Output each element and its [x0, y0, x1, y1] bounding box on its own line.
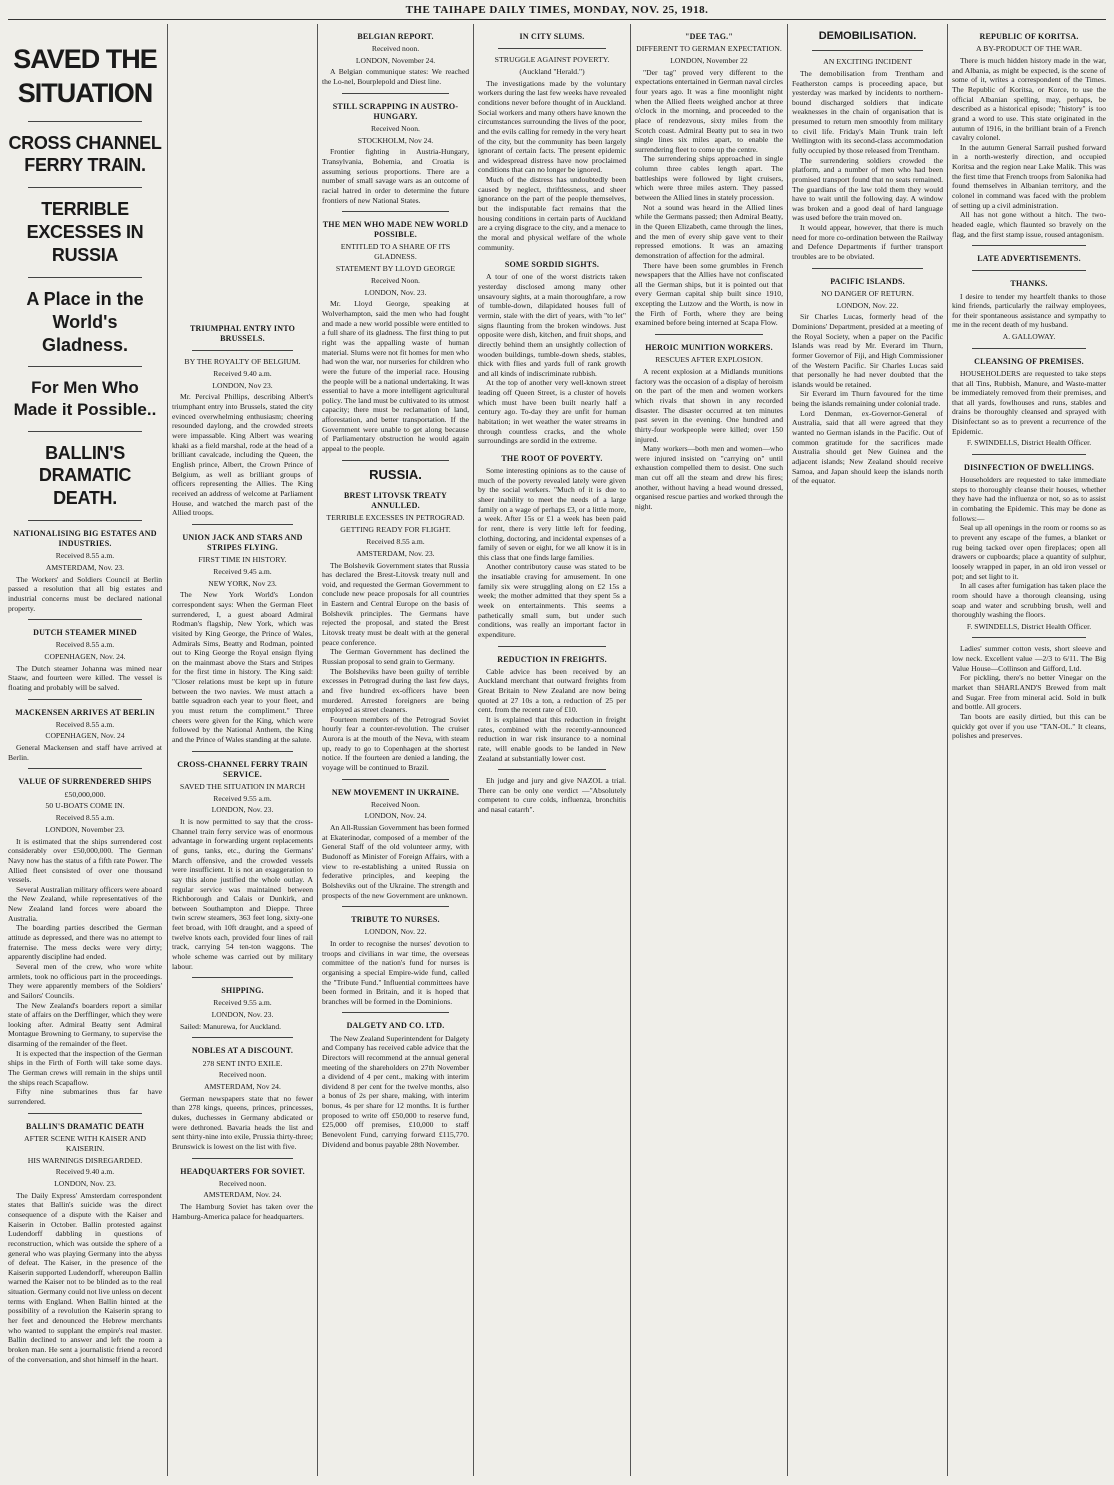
article-body: German newspapers state that no fewer than 278 kings, queens, princes, princesses, dukes, duchesses in Germany abdicated or were dethroned. Bavaria heads the list and sent thirty-nine into exile, Prussia thirty-three; Brunswick is lowest on the list with five.	[172, 1093, 313, 1151]
advertisement: Ladies' summer cotton vests, short sleeve and low neck. Excellent value —2/3 to 6/11. The Big Value House—Collinson and Gifford, Ltd.	[952, 644, 1106, 673]
dateline: LONDON, Nov. 22.	[836, 300, 899, 310]
article-paragraph: The Bolshevik Government states that Russia has declared the Brest-Litovsk treaty null and void, and requested the German Government to conclude new peace proposals for all countries in Eastern and Central Europe on the basis of Bolshevik principles. The Germans have rejected the proposal, and stated the Brest Litovsk treaty must be dealt with at the general peace conference.	[322, 560, 469, 647]
article-paragraph: The surrendering soldiers crowded the platform, and a number of men who had been promised transport found that no seats remained. The guardians of the law told them they would have to wait until the following day. A window was broken and a good deal of hard language was used before the train moved on.	[792, 155, 943, 223]
article-heading: HEROIC MUNITION WORKERS.	[645, 342, 773, 352]
article-paragraph: There have been some grumbles in French newspapers that the Allies have not confiscated all the German ships, but it is pointed out that every German capital ship built since 1910, excepting the Lutzow and the Worth, is now in the Firth of Forth, where they are being examined before being interned at Scapa Flow.	[635, 260, 783, 328]
separator	[28, 699, 142, 700]
separator	[28, 277, 142, 278]
article-heading: BREST LITOVSK TREATY ANNULLED.	[343, 491, 447, 511]
dateline: LONDON, Nov. 22.	[364, 927, 427, 937]
separator	[192, 1037, 293, 1038]
column-rule	[473, 24, 474, 1476]
dateline: STOCKHOLM, Nov 24.	[357, 135, 434, 145]
column-7	[952, 24, 1106, 1476]
dateline: LONDON, November 24.	[355, 55, 436, 65]
article-paragraph: Several men of the crew, who wore white armlets, took no officious part in the proceedings. They were apparently members of the Soldiers' and Sailors' Councils.	[8, 961, 162, 1000]
article-subheading: 278 SENT INTO EXILE.	[202, 1058, 283, 1068]
article-paragraph: Another contributory cause was stated to be the insatiable craving for amusement. In one family six were struggling along on £2 15s a week; the mother admitted that they spent 5s a week on entertainments. This seems a pathetically small sum, but under such conditions, was really an important factor in expenditure.	[478, 562, 626, 639]
notice-paragraph: Seal up all openings in the room or rooms so as to prevent any escape of the fumes, a blanket or rug being tacked over open fireplaces; open all drawers or cupboards; place a quantity of sulphur, loosely wrapped in paper, in an old iron vessel or pot; and set light to it.	[952, 523, 1106, 581]
article-body: A Belgian communique states: We reached the Lo-nel, Bourplepold and Diest line.	[322, 67, 469, 87]
article-heading: STILL SCRAPPING IN AUSTRO-HUNGARY.	[332, 101, 459, 121]
article-heading: UNION JACK AND STARS AND STRIPES FLYING.	[182, 532, 303, 552]
dateline: AMSTERDAM, Nov. 23.	[45, 563, 125, 573]
article-heading: DALGETY AND CO. LTD.	[346, 1021, 445, 1031]
notice-body: HOUSEHOLDERS are requested to take steps that all Tins, Rubbish, Manure, and Waste-matter be immediately removed from their premises, and that all yards, fowlhouses and runs, stables and drains be thoroughly cleansed and sprayed with Disinfectant so as to prevent a recurrence of the Epidemic.	[952, 368, 1106, 436]
separator	[28, 520, 142, 521]
article-paragraph: The Daily Express' Amsterdam correspondent states that Ballin's suicide was the direct consequence of a dispute with the Kaiser and Kaiserin in October. Ballin protested against Ludendorff dabbling in questions of reconstruction, which was outside the sphere of a general who was playing Germany into the abyss of defeat. The Kaiser, in the presence of the Kaiserin supported Ludendorff, whereupon Ballin warned the Kaiser not to be blinded as to the real situation. Germany could not live unless on decent terms with England. When Ballin hinted at the possibility of a revolution the Kaiserin sprang to her feet and denounced the Hebrew merchants who wanted to supplant the empire's real master. Ballin declined to answer and left the room a broken man. He sent a journalistic friend a record of the conversation, and shot himself in the heart.	[8, 1190, 162, 1364]
advertisement: Tan boots are easily dirtied, but this can be quickly got over if you use "TAN-OL." It cleans, polishes and preserves.	[952, 711, 1106, 741]
separator	[28, 366, 142, 367]
column-rule	[787, 24, 788, 1476]
headline-saved-situation: SAVED THE SITUATION	[13, 44, 157, 109]
article-paragraph: It is expected that the inspection of the German ships in the Firth of Forth will take some days. The German crews will remain in the ships until the ships reach Scapaflow.	[8, 1048, 162, 1087]
article-paragraph: The boarding parties described the German attitude as depressed, and there was no attempt to fraternise. The mess decks were very dirty; apparently discipline had ended.	[8, 923, 162, 962]
article-heading: TRIBUTE TO NURSES.	[351, 915, 440, 925]
article-paragraph: The German Government has declined the Russian proposal to send grain to Germany.	[322, 647, 469, 666]
received-time: Received 9.40 a.m.	[55, 1167, 115, 1177]
article-heading: PACIFIC ISLANDS.	[830, 276, 905, 286]
received-time: Received 9.45 a.m.	[213, 567, 272, 577]
separator	[342, 1012, 449, 1013]
article-paragraph: The investigations made by the voluntary workers during the last few weeks have revealed conditions never before thought of in Auckland. Social workers and many others have known the circumstances surrounding the lives of the poor, and the evils calling for remedy in the very heart of the city, but the community has been largely ignorant of certain facts. The present epidemic and widespread distress have now proclaimed conditions that can no longer be ignored.	[478, 78, 626, 175]
received-time: Received noon.	[218, 1070, 267, 1080]
received-time: Received 8.55 a.m.	[55, 719, 115, 729]
article-subheading: BY THE ROYALTY OF BELGIUM.	[184, 357, 301, 367]
received-time: Received Noon.	[371, 799, 420, 809]
article-heading: VALUE OF SURRENDERED SHIPS	[18, 777, 152, 787]
separator	[342, 779, 449, 780]
notice-paragraph: In all cases after fumigation has taken place the room should have a thorough cleansing, using soap and water and scrubbing brush, well and thoroughly washing the floors.	[952, 581, 1106, 620]
article-subheading: AFTER SCENE WITH KAISER AND KAISERIN.	[23, 1133, 146, 1153]
article-heading: IN CITY SLUMS.	[519, 32, 585, 41]
column-rule	[630, 24, 631, 1476]
dateline: COPENHAGEN, Nov. 24	[45, 731, 125, 741]
article-heading: CROSS-CHANNEL FERRY TRAIN SERVICE.	[177, 759, 308, 779]
received-time: Received Noon.	[371, 276, 420, 286]
signature: F. SWINDELLS, District Health Officer.	[966, 621, 1092, 631]
column-4	[478, 24, 626, 1476]
column-6	[792, 24, 943, 1476]
article-heading: HEADQUARTERS FOR SOVIET.	[180, 1166, 305, 1176]
column-rule	[167, 24, 168, 1476]
article-paragraph: The Bolsheviks have been guilty of terrible excesses in Petrograd during the last few days, and five hundred ex-officers have been murdered. Arrested foreigners are being employed as street cleaners.	[322, 666, 469, 715]
article-body: In order to recognise the nurses' devotion to troops and civilians in war time, the overseas committee of the nation's fund for nurses is organising a special Empire-wide fund, called the "Tribute Fund." Influential committees have been formed in Britain, and it is hoped that branches will be formed in the Dominions.	[322, 939, 469, 1006]
column-rule	[947, 24, 948, 1476]
article-subheading: STATEMENT BY LLOYD GEORGE	[335, 264, 456, 274]
separator	[972, 637, 1086, 638]
article-paragraph: In the autumn General Sarrail pushed forward in a north-westerly direction, and occupied Koritsa and the region near Lake Malik. This was the first time that French troops from Salonika had found themselves in Albanian territory, and the colonel in command was faced with the problem of setting up a civil administration.	[952, 142, 1106, 210]
dateline: LONDON, Nov. 23.	[54, 1179, 116, 1189]
article-heading: THANKS.	[1010, 279, 1048, 289]
article-body: It is now permitted to say that the cross-Channel train ferry service was of enormous advantage in forwarding urgent replacements of guns, tanks, etc., during the Germans' March offensive, and the crowded vessels were insufficient. It is not an exaggeration to say this alone justified the whole outlay. A regular service was maintained between Richborough and Calais or Dunkirk, and between Southampton and Dieppe. Three twin screw steamers, 363 feet long, sixty-one feet broad, with 10ft draught, and a speed of twelve knots each, provided four lines of rail track, carrying 54 ten-ton waggons. The whole scheme was carried out by military labour.	[172, 817, 313, 971]
source-credit: (Auckland "Herald.")	[519, 67, 585, 77]
dateline: NEW YORK, Nov 23.	[208, 578, 277, 588]
article-paragraph: A tour of one of the worst districts taken yesterday disclosed among many other unsavoury sights, at a main thoroughfare, a row of tumble-down, dilapidated houses full of vermin, stale with the dirt of years, with "to let" signs flaunting from the broken windows. Just opposite were dish, kitchen, and fruit shops, and directly behind them an unsightly collection of wooden buildings, tumble-down sheds, stables, thick with flies and yards full of rank growth and all kinds of indiscriminate rubbish.	[478, 272, 626, 378]
article-paragraph: Cable advice has been received by an Auckland merchant that outward freights from Great Britain to New Zealand are now being quoted at 27 10s a ton, a reduction of 25 per cent. from the recent rate of £10.	[478, 666, 626, 715]
separator	[192, 524, 293, 525]
article-heading: NOBLES AT A DISCOUNT.	[191, 1046, 294, 1056]
dateline: AMSTERDAM, Nov. 23.	[356, 548, 435, 558]
article-paragraph: "Der tag" proved very different to the expectations entertained in German naval circles four years ago. It was a fine moonlight night when the Allied fleets weighed anchor at three o'clock in the morning, and proceeded to the place of rendezvous, sixty miles from the Scotch coast. Admiral Beatty put to sea in two single lines six miles apart, to enable the surrendering fleet to come up the centre.	[635, 67, 783, 154]
separator	[972, 270, 1086, 271]
separator	[498, 769, 606, 770]
article-paragraph: It is explained that this reduction in freight rates, combined with the recently-announced reduction in war risk insurance to a nominal rate, will enable goods to be landed in New Zealand at substantially lower cost.	[478, 714, 626, 763]
separator	[342, 93, 449, 94]
dateline: LONDON, Nov. 24.	[364, 811, 427, 821]
separator	[28, 1113, 142, 1114]
dateline: AMSTERDAM, Nov. 24.	[203, 1190, 282, 1200]
article-paragraph: Sir Charles Lucas, formerly head of the Dominions' Department, presided at a meeting of the Royal Society, when a paper on the Pacific Islands was read by Mr. Everard im Thurn, former Governor of Fiji, and High Commissioner of the Western Pacific. Sir Charles Lucas said that personally he had never doubted that the islands would be retained.	[792, 312, 943, 389]
column-3	[322, 24, 469, 1476]
article-paragraph: Sir Everard im Thurn favoured for the time being the islands remaining under colonial trade.	[792, 389, 943, 409]
received-time: Received 9.40 a.m.	[213, 369, 272, 379]
separator	[192, 751, 293, 752]
article-subhead: THE ROOT OF POVERTY.	[501, 453, 603, 463]
article-paragraph: It would appear, however, that there is much need for more co-ordination between the Railway and Defence Departments if further transport troubles are to be obviated.	[792, 223, 943, 262]
article-subheading: 50 U-BOATS COME IN.	[45, 801, 125, 811]
article-subheading: GETTING READY FOR FLIGHT.	[340, 525, 451, 535]
article-subheading: FIRST TIME IN HISTORY.	[198, 555, 287, 565]
article-paragraph: The demobilisation from Trentham and Featherston camps is proceeding apace, but yesterday was marked by incidents to northern-bound discharged soldiers that indicate weaknesses in the chain of organisation that is presumed to return men smoothly from military to civil life. Friday's Main Trunk train left Wellington with its second-class accommodation fully occupied by those released from Trentham.	[792, 68, 943, 155]
separator	[498, 646, 606, 647]
article-heading: "DEE TAG."	[685, 32, 733, 41]
article-subheading: RESCUES AFTER EXPLOSION.	[655, 355, 763, 365]
column-rule	[317, 24, 318, 1476]
article-heading: BELGIAN REPORT.	[357, 32, 434, 41]
article-subheading: DIFFERENT TO GERMAN EXPECTATION.	[636, 44, 782, 54]
dateline: LONDON, Nov. 23.	[211, 1010, 274, 1020]
received-time: Received noon.	[218, 1178, 267, 1188]
article-body: Frontier fighting in Austria-Hungary, Transylvania, Bohemia, and Croatia is assuming serious proportions. There are a number of small savage wars as an outcome of racial hatred in order to determine the future frontiers of new National States.	[322, 147, 469, 205]
separator	[342, 460, 449, 461]
article-subheading: HIS WARNINGS DISREGARDED.	[27, 1155, 143, 1165]
received-time: Received noon.	[371, 44, 420, 54]
article-heading: REDUCTION IN FREIGHTS.	[497, 654, 607, 664]
dateline: LONDON, November 23.	[45, 824, 125, 834]
article-paragraph: Much of the distress has undoubtedly been caused by neglect, thriftlessness, and sheer ignorance on the part of the people themselves, but the indisputable fact remains that the housing conditions in certain parts of Auckland are a crying disgrace to the city, and a menace to the moral and physical welfare of the whole community.	[478, 175, 626, 252]
article-body: The New Zealand Superintendent for Dalgety and Company has received cable advice that the Directors will recommend at the annual general meeting of the shareholders on 27th November a dividend of 4 per cent., making with interim dividend 8 per cent for the twelve months, also a bonus of 2s per share, making, with interim bonus, 4s per share for 12 months. It is further proposed to write off £50,000 to reserve fund, £25,000 off premises, £10,000 to staff Benevolent Fund, carrying forward £115,770. Dividend and bonus payable 28th November.	[322, 1033, 469, 1149]
article-paragraph: There is much hidden history made in the war, and Albania, as might be expected, is the scene of some of it, writes a correspondent of the Times. The Republic of Koritsa, or Korce, to use the official Albanian spelling, may, perhaps, be described as a historical episode; "history" is too grand a word to use. This state originated in the autumn of 1916, in the brilliant brain of a French cavalry colonel.	[952, 56, 1106, 143]
received-time: Received 8.55 a.m.	[55, 551, 115, 561]
article-subheading: STRUGGLE AGAINST POVERTY.	[494, 55, 610, 65]
article-heading: NEW MOVEMENT IN UKRAINE.	[331, 787, 460, 797]
masthead-rule	[8, 19, 1106, 20]
article-body: An All-Russian Government has been formed at Ekaterinodar, composed of a member of the General Staff of the old volunteer army, with Budonoff as Minister of Foreign Affairs, with a view to re-establishing a united Russia on federative principles, and keeping the Bolsheviks out of the Ukraine. The strength and prospects of the new Government are unknown.	[322, 823, 469, 900]
article-paragraph: Lord Denman, ex-Governor-General of Australia, said that all were agreed that they wanted no German islands in the Pacific. Out of common gratitude for the sacrifices made Australia should get New Guinea and the adjacent islands; New Zealand should receive Samoa, and Japan should keep the islands north of the equator.	[792, 408, 943, 486]
article-body: General Mackensen and staff have arrived at Berlin.	[8, 743, 162, 762]
received-time: Received 9.55 a.m.	[213, 793, 272, 803]
dateline: COPENHAGEN, Nov. 24.	[44, 652, 126, 662]
separator	[28, 619, 142, 620]
article-paragraph: It is estimated that the ships surrendered cost considerably over £50,000,000. The German Navy now has the status of a fifth rate Power. The Allied fleet consisted of over one thousand vessels.	[8, 836, 162, 885]
article-heading: CLEANSING OF PREMISES.	[974, 356, 1084, 366]
separator	[28, 431, 142, 432]
article-paragraph: The New Zealand's boarders report a similar state of affairs on the Derfflinger, which they were looking after. Admiral Beatty sent Admiral Montague Browning to Germany, to supervise the disarming of the remainder of the fleet.	[8, 1000, 162, 1049]
article-paragraph: The surrendering ships approached in single column three cables length apart. The battleships were followed by light cruisers, which were three miles astern. They passed between the Allied lines in stately procession.	[635, 154, 783, 203]
article-heading: DISINFECTION OF DWELLINGS.	[963, 463, 1095, 473]
article-subhead: SOME SORDID SIGHTS.	[504, 260, 600, 270]
dateline: LONDON, Nov. 23.	[364, 287, 427, 297]
separator	[812, 268, 923, 269]
article-paragraph: A recent explosion at a Midlands munitions factory was the occasion of a display of heroism on the part of the men and women workers which rivals that shown in any recorded disaster. The disaster occurred at ten minutes past seven in the evening. One hundred and thirty-four workpeople were killed; over 150 injured.	[635, 367, 783, 444]
section-heading-late-ads: LATE ADVERTISEMENTS.	[977, 254, 1081, 264]
article-subheading: A BY-PRODUCT OF THE WAR.	[976, 44, 1082, 54]
article-body: The Dutch steamer Johanna was mined near Staaw, and fourteen were killed. The vessel is floating and probably will be salved.	[8, 663, 162, 693]
article-subheading: NO DANGER OF RETURN.	[821, 288, 914, 298]
advertisement: For pickling, there's no better Vinegar on the market than SHARLAND'S Brewed from malt and Sugar. Free from mineral acid. Sold in bulk and bottle. All grocers.	[952, 673, 1106, 712]
article-body: Mr. Percival Phillips, describing Albert's triumphant entry into Brussels, stated the city evinced overwhelming enthusiasm; cheering resounded daylong, and the crowded streets were impassable. King Albert was wearing khaki as a field marshal, rode at the head of a brilliant cavalcade, including the Queen, the English prince, Albert, the Crown Prince of Belgium, as well as brilliant groups of officers representing the Allies. The King received an address of welcome at Parliament House, and watched the march past of the Allied troops.	[172, 392, 313, 518]
article-body: Mr. Lloyd George, speaking at Wolverhampton, said the men who had fought and made a new world possible were entitled to a full share of its gladness. The first thing to put right was the appalling waste of human material. Slums were not fit homes for men who had won the war, nor nurseries for children who were the future of the imperial race. Housing the people will be a national undertaking. It was essential to have a more intelligent agricultural policy. The land must be cultivated to its utmost capacity; there must be reclamation of land, afforestation, and better transportation. If the Government were unable to get along because of Parliamentary obstruction he would again appeal to the people.	[322, 299, 469, 454]
article-body: The New York World's London correspondent says: When the German Fleet surrendered, I, a guest aboard Admiral Rodman's flagship, New York, which was visited by King George, the Prince of Wales, Admirals Sims, Beatty and Rodman, pointed out to King George the Royal ensign flying on the mainmast above the Stars and Stripes for the first time in history. The King said: "Closer relations must be kept up in future between the two navies. We must attach a battle squadron each year to your fleet, and you must return the compliment." Three cheers were given for the King, which were followed by the National Anthem, the King and the Prince of Wales standing at the salute.	[172, 590, 313, 744]
article-heading: BALLIN'S DRAMATIC DEATH	[25, 1121, 145, 1131]
received-time: Received 8.55 a.m.	[366, 537, 425, 547]
article-paragraph: Fourteen members of the Petrograd Soviet hourly fear a counter-revolution. The cruiser Aurora is at the mouth of the Neva, with steam up, ready to go to Copenhagen at the shortest notice. If the fourteen are denied a landing, the voyage will be continued to Brazil.	[322, 714, 469, 772]
column-2	[172, 24, 313, 1476]
dateline: LONDON, Nov 23.	[212, 380, 273, 390]
separator	[28, 768, 142, 769]
separator	[972, 454, 1086, 455]
separator	[28, 121, 142, 122]
column-5	[635, 24, 783, 1476]
article-subheading: AN EXCITING INCIDENT	[823, 56, 912, 66]
separator	[192, 350, 293, 351]
received-time: Received 8.55 a.m.	[55, 813, 115, 823]
article-subheading: SAVED THE SITUATION IN MARCH	[179, 781, 306, 791]
article-paragraph: Fifty nine submarines thus far have surrendered.	[8, 1087, 162, 1106]
received-time: Received Noon.	[371, 124, 420, 134]
separator	[28, 187, 142, 188]
article-heading: SHIPPING.	[221, 986, 264, 996]
article-paragraph: All has not gone without a hitch. The two-headed eagle, which flaunted so bravely on the flag, and the first stamp issue, roused antagonism.	[952, 210, 1106, 239]
article-heading: TRIUMPHAL ENTRY INTO BRUSSELS.	[189, 324, 296, 344]
column-1	[8, 24, 162, 1476]
article-subheading: TERRIBLE EXCESSES IN PETROGRAD.	[326, 513, 465, 523]
article-paragraph: At the top of another very well-known street leading off Queen Street, is a cluster of hovels which must have been built nearly half a century ago. To-day they are unfit for human habitation; in wet weather the water streams in through countless cracks, and the whole surroundings are sordid in the extreme.	[478, 378, 626, 446]
separator	[192, 977, 293, 978]
separator	[342, 211, 449, 212]
headline-ferry-train: CROSS CHANNEL FERRY TRAIN.	[8, 132, 162, 176]
separator	[498, 48, 606, 49]
headline-place-gladness: A Place in the World's Gladness.	[26, 288, 144, 355]
separator	[972, 245, 1086, 246]
article-subheading: £50,000,000.	[64, 789, 106, 799]
article-heading: DEMOBILISATION.	[818, 30, 917, 42]
article-heading: MACKENSEN ARRIVES AT BERLIN	[15, 707, 155, 717]
separator	[972, 348, 1086, 349]
headline-ballin-death: BALLIN'S DRAMATIC DEATH.	[38, 442, 132, 509]
article-heading: THE MEN WHO MADE NEW WORLD POSSIBLE.	[322, 220, 469, 240]
article-paragraph: Several Australian military officers were aboard the New Zealand, while representatives of the New Zealand land forces were aboard the Australia.	[8, 884, 162, 923]
separator	[342, 906, 449, 907]
section-heading-russia: RUSSIA.	[369, 466, 422, 482]
notice-paragraph: Householders are requested to take immediate steps to thoroughly cleanse their houses, whether they have had the influenza or not, so as to assist in combating the Epidemic. This may be done as follows:—	[952, 475, 1106, 523]
headline-for-men: For Men Who Made it Possible..	[13, 378, 157, 420]
dateline: LONDON, Nov. 23.	[211, 805, 274, 815]
article-heading: REPUBLIC OF KORITSA.	[979, 32, 1079, 41]
article-paragraph: Not a sound was heard in the Allied lines while the Germans passed; then Admiral Beatty, in the Queen Elizabeth, came through the lines, and the men of every ship gave vent to their repressed emotions. It was an amazing demonstration of affection for the admiral.	[635, 202, 783, 260]
dateline: AMSTERDAM, Nov 24.	[204, 1082, 281, 1092]
notice-body: I desire to tender my heartfelt thanks to those kind friends, particularly the railway employees, for their spontaneous assistance and sympathy to me in the recent death of my husband.	[952, 291, 1106, 330]
advertisement-nazol: Eh judge and jury and give NAZOL a trial. There can be only one verdict —"Absolutely competent to cure colds, influenza, bronchitis and nasal catarrh".	[478, 776, 626, 815]
article-body: Sailed: Manurewa, for Auckland.	[180, 1021, 282, 1031]
received-time: Received 8.55 a.m.	[55, 640, 115, 650]
article-heading: DUTCH STEAMER MINED	[33, 628, 137, 638]
article-body: The Hamburg Soviet has taken over the Hamburg-America palace for headquarters.	[172, 1201, 313, 1221]
masthead: THE TAIHAPE DAILY TIMES, MONDAY, NOV. 25, 1918.	[405, 4, 709, 16]
article-heading: NATIONALISING BIG ESTATES AND INDUSTRIES.	[13, 529, 157, 549]
article-paragraph: Many workers—both men and women—who were injured insisted on "carrying on" until exhaustion compelled them to desist. One such man cut off all the steam and drew his fires; another, without having a head wound dressed, organised rescue parties and worked through the night.	[635, 444, 783, 511]
separator	[812, 50, 923, 51]
dateline: LONDON, November 22	[670, 56, 748, 66]
article-paragraph: Some interesting opinions as to the cause of much of the poverty revealed lately were given by the social workers. "Much of it is due to sheer inability to meet the needs of a large family on a wage of perhaps £3, or a little more, a week. After 15s or £1 a week has been paid for rent, there is very little left for feeding, clothing, doctoring, and incidental expenses of a family of seven or eight, for we all know it is in this class that one finds large families.	[478, 466, 626, 562]
received-time: Received 9.55 a.m.	[213, 998, 272, 1008]
headline-excesses-russia: TERRIBLE EXCESSES IN RUSSIA	[26, 199, 144, 265]
separator	[192, 1158, 293, 1159]
signature: A. GALLOWAY.	[1002, 332, 1056, 342]
separator	[655, 334, 763, 335]
article-body: The Workers' and Soldiers Council at Berlin passed a resolution that all big estates and industrial concerns must be declared national property.	[8, 574, 162, 613]
signature: F. SWINDELLS, District Health Officer.	[966, 438, 1092, 448]
article-subheading: ENTITLED TO A SHARE OF ITS GLADNESS.	[340, 242, 451, 262]
